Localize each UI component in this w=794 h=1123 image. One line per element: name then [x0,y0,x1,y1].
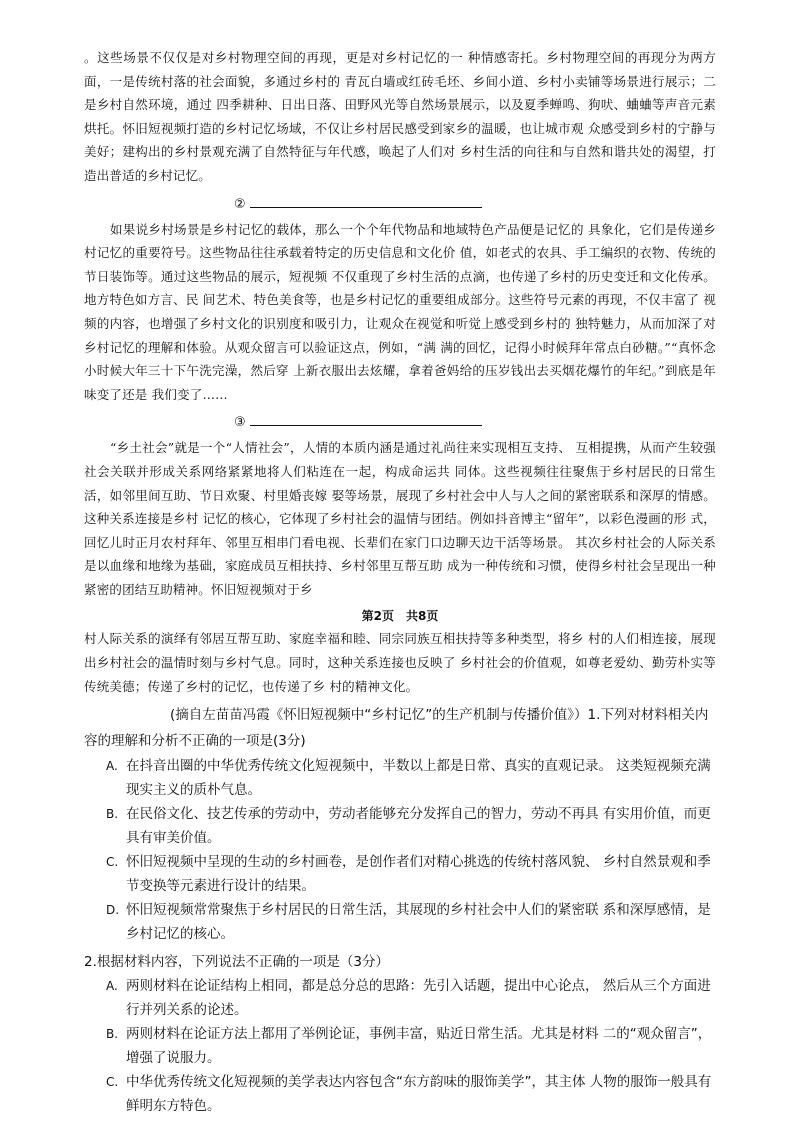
question-2-stem: 2.根据材料内容，下列说法不正确的一项是（3分） [84,954,389,971]
option-letter: A. [106,979,118,994]
option-text: 在民俗文化、技艺传承的劳动中，劳动者能够充分发挥自己的智力，劳动不再具 有实用价值，而更具有审美价值。 [126,806,711,847]
option-letter: B. [106,807,119,822]
option-text: 怀旧短视频常常聚焦于乡村居民的日常生活，其展现的乡村社会中人们的紧密联 系和深厚感情，是乡村记忆的核心。 [126,902,711,943]
question-2-options [84,974,716,1118]
option-2b [84,1022,716,1070]
option-text: 两则材料在论证方法上都用了举例论证，事例丰富，贴近日常生活。尤其是材料 二的“观众留言”，增强了说服力。 [126,1026,712,1067]
option-2c [84,1070,716,1118]
blank-2-line [250,195,482,208]
option-text: 怀旧短视频中呈现的生动的乡村画卷，是创作者们对精心挑选的传统村落风貌、 乡村自然景观和季节变换等元素进行设计的结果。 [126,854,711,895]
question-1-options [84,754,716,946]
option-letter: B. [106,1027,119,1042]
option-2a [84,974,716,1022]
option-text: 在抖音出圈的中华优秀传统文化短视频中，半数以上都是日常、真实的直观记录。 这类短视频充满现实主义的质朴气息。 [126,758,711,799]
blank-3-label: ③ [234,415,246,431]
paragraph-2: 如果说乡村场景是乡村记忆的载体，那么一个个年代物品和地域特色产品便是记忆的 具象化，它们是传递乡村记忆的重要符号。这些物品往往承载着特定的历史信息和文化价 值，如老式的农具、手工编织的衣物、传统的节日装饰等。通过这些物品的展示，短视频 不仅重现了乡村生活的点滴，也传递了乡村的历史变迁和文化传承。地方特色如方言、民 间艺术、特色美食等，也是乡村记忆的重要组成部分。这些符号元素的再现，不仅丰富了 视频的内容，也增强了乡村文化的识别度和吸引力，让观众在视觉和听觉上感受到乡村的 独特魅力，从而加深了对乡村记忆的理解和体验。从观众留言可以验证这点，例如，“满 满的回忆，记得小时候拜年常点白砂糖。”“真怀念小时候大年三十下午洗完澡，然后穿 上新衣服出去炫耀，拿着爸妈给的压岁钱出去买烟花爆竹的年纪。”到底是年味变了还是 我们变了…… [84,221,716,402]
option-text: 两则材料在论证结构上相同，都是总分总的思路：先引入话题，提出中心论点， 然后从三个方面进行并列关系的论述。 [126,978,711,1019]
page-number: 第2页 共8页 [361,609,439,624]
blank-2 [234,194,716,216]
option-1c [84,850,716,898]
option-text: 中华优秀传统文化短视频的美学表达内容包含“东方韵味的服饰美学”，其主体 人物的服饰一般具有鲜明东方特色。 [126,1074,712,1115]
option-1b [84,802,716,850]
paragraph-1: 。这些场景不仅仅是对乡村物理空间的再现，更是对乡村记忆的一 种情感寄托。乡村物理空间的再现分为两方面，一是传统村落的社会面貌，多通过乡村的 青瓦白墙或红砖毛坯、乡间小道、乡村小卖铺等场景进行展示；二是乡村自然环境，通过 四季耕种、日出日落、田野风光等自然场景展示，以及夏季蝉鸣、狗吠、蛐蛐等声音元素 烘托。怀旧短视频打造的乡村记忆场域，不仅让乡村居民感受到家乡的温暖，也让城市观 众感受到乡村的宁静与美好；建构出的乡村景观充满了自然特征与年代感，唤起了人们对 乡村生活的向往和与自然和谐共处的渴望，打造出普适的乡村记忆。 [84,50,716,183]
document-page [84,46,716,1118]
option-1a [84,754,716,802]
paragraph-3: “乡土社会”就是一个“人情社会”，人情的本质内涵是通过礼尚往来实现相互支持、 互相提携，从而产生较强社会关联并形成关系网络紧紧地将人们粘连在一起，构成命运共 同体。这些视频往往聚焦于乡村居民的日常生活，如邻里间互助、节日欢聚、村里婚丧嫁 娶等场景，展现了乡村社会中人与人之间的紧密联系和深厚的情感。这种关系连接是乡村 记忆的核心，它体现了乡村社会的温情与团结。例如抖音博主“留年”，以彩色漫画的形 式，回忆儿时正月农村拜年、邻里互相串门看电视、长辈们在家门口边聊天边干活等场景。 其次乡村社会的人际关系是以血缘和地缘为基础，家庭成员互相扶持、乡村邻里互帮互助 成为一种传统和习惯，使得乡村社会呈现出一种紧密的团结互助精神。怀旧短视频对于乡 [84,440,716,597]
option-letter: D. [106,903,120,918]
paragraph-4: 村人际关系的演绎有邻居互帮互助、家庭幸福和睦、同宗同族互相扶持等多种类型，将乡 村的人们相连接，展现出乡村社会的温情时刻与乡村气息。同时，这种关系连接也反映了 乡村社会的价值观，如尊老爱幼、勤劳朴实等传统美德；传递了乡村的记忆，也传递了乡 村的精神文化。 [84,631,716,694]
blank-2-label: ② [234,196,246,212]
blank-3 [234,412,716,434]
option-1d [84,898,716,946]
option-letter: C. [106,1075,119,1090]
option-letter: C. [106,855,119,870]
option-letter: A. [106,759,118,774]
blank-3-line [250,413,482,426]
source-and-question-1-stem: (摘自左苗苗冯霞《怀旧短视频中“乡村记忆”的生产机制与传播价值》）1.下列对材料相关内容的理解和分析不正确的一项是(3分) [84,707,709,750]
